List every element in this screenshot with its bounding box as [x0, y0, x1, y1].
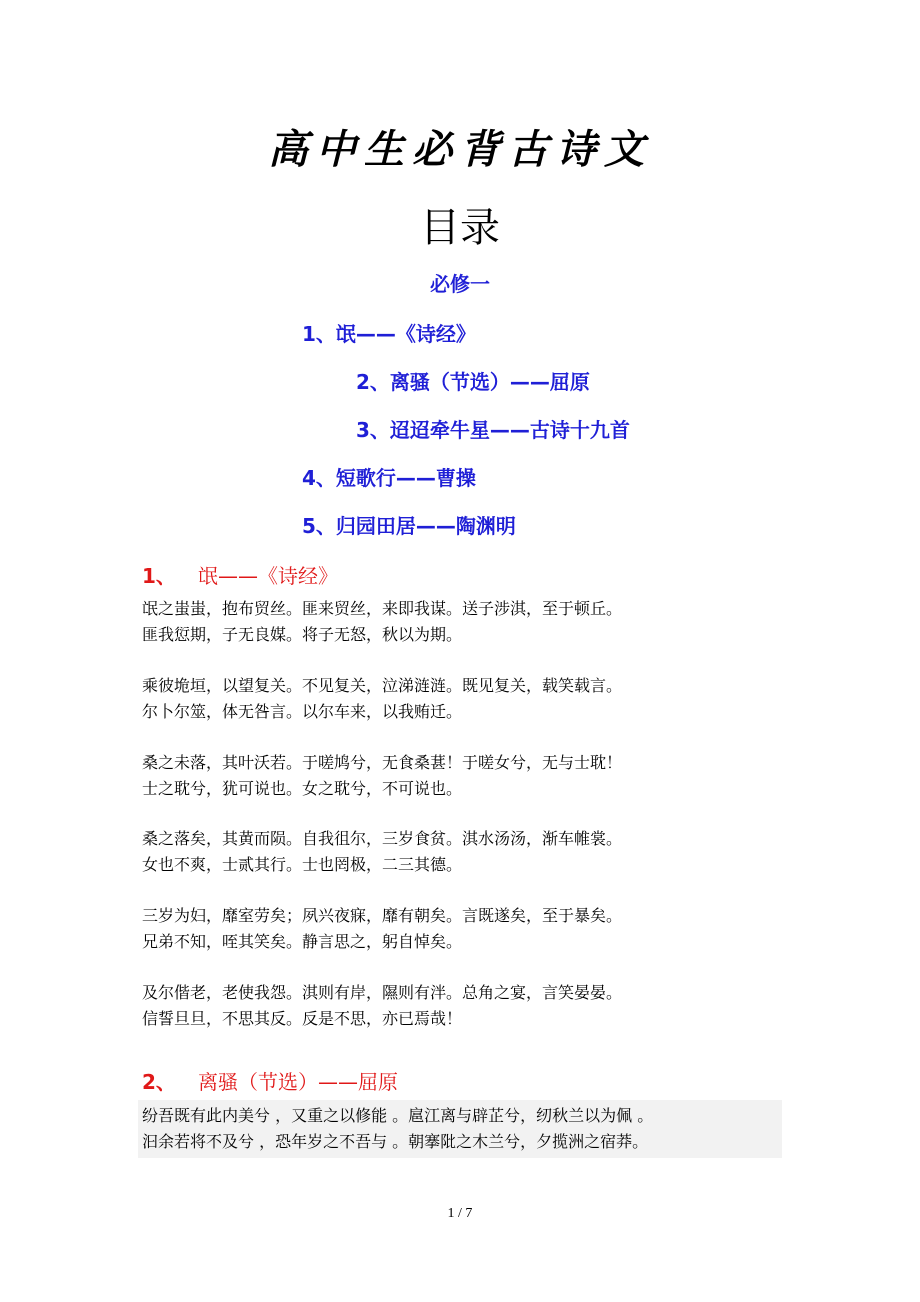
section-heading-2	[142, 1066, 398, 1095]
toc-item-2[interactable]: 2、离骚（节选）——屈原	[356, 370, 590, 394]
poem-line: 三岁为妇，靡室劳矣；夙兴夜寐，靡有朝矣。言既遂矣，至于暴矣。	[142, 906, 623, 925]
section-number: 1、	[142, 564, 176, 588]
poem-stanza	[142, 980, 622, 1032]
section-title: 氓——《诗经》	[198, 564, 338, 588]
poem-stanza	[142, 826, 622, 878]
poem-line: 及尔偕老，老使我怨。淇则有岸，隰则有泮。总角之宴，言笑晏晏。	[142, 983, 623, 1002]
poem-line: 乘彼垝垣，以望复关。不见复关，泣涕涟涟。既见复关，载笑载言。	[142, 676, 623, 695]
poem-stanza	[142, 673, 622, 725]
page-number: 1 / 7	[447, 1206, 473, 1221]
toc-item-3[interactable]: 3、迢迢牵牛星——古诗十九首	[356, 418, 630, 442]
poem-line: 纷吾既有此内美兮 ，又重之以修能 。扈江离与辟芷兮，纫秋兰以为佩 。	[142, 1106, 654, 1125]
poem-line: 桑之未落，其叶沃若。于嗟鸠兮，无食桑葚！于嗟女兮，无与士耽！	[142, 753, 623, 772]
poem-stanza	[142, 903, 622, 955]
poem-line: 尔卜尔筮，体无咎言。以尔车来，以我贿迁。	[142, 702, 463, 721]
toc-item-5[interactable]: 5、归园田居——陶渊明	[302, 514, 516, 538]
toc-heading: 目录	[420, 205, 500, 251]
poem-line: 匪我愆期，子无良媒。将子无怒，秋以为期。	[142, 625, 463, 644]
poem-line: 桑之落矣，其黄而陨。自我徂尔，三岁食贫。淇水汤汤，渐车帷裳。	[142, 829, 623, 848]
poem-line: 信誓旦旦，不思其反。反是不思，亦已焉哉！	[142, 1009, 463, 1028]
toc-subheading: 必修一	[430, 272, 490, 296]
toc-item-1[interactable]: 1、氓——《诗经》	[302, 322, 476, 346]
section-number: 2、	[142, 1070, 176, 1094]
document-title: 高中生必背古诗文	[268, 126, 652, 173]
poem-line: 女也不爽，士贰其行。士也罔极，二三其德。	[142, 855, 463, 874]
poem-line: 氓之蚩蚩，抱布贸丝。匪来贸丝，来即我谋。送子涉淇，至于顿丘。	[142, 599, 623, 618]
poem-line: 士之耽兮，犹可说也。女之耽兮，不可说也。	[142, 779, 463, 798]
section-title: 离骚（节选）——屈原	[198, 1070, 398, 1094]
poem-stanza	[142, 596, 622, 648]
poem-stanza	[142, 750, 622, 802]
poem-stanza	[142, 1103, 653, 1155]
poem-line: 兄弟不知，咥其笑矣。静言思之，躬自悼矣。	[142, 932, 463, 951]
toc-item-4[interactable]: 4、短歌行——曹操	[302, 466, 476, 490]
poem-line: 汩余若将不及兮 ，恐年岁之不吾与 。朝搴阰之木兰兮，夕揽洲之宿莽。	[142, 1132, 649, 1151]
shaded-passage	[138, 1100, 782, 1158]
section-heading-1	[142, 560, 338, 589]
